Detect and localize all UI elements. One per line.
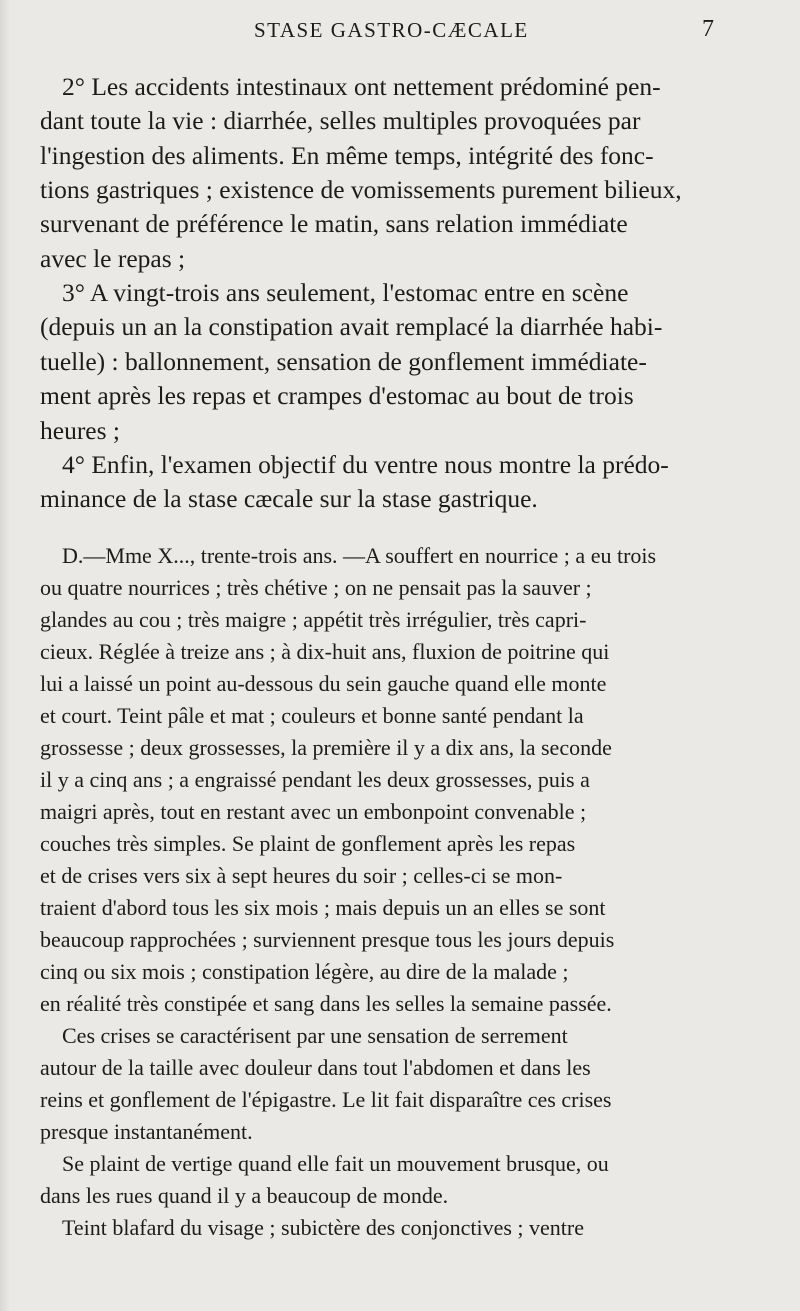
text-line: presque instantanément. xyxy=(40,1119,253,1144)
text-line: survenant de préférence le matin, sans relation immédiate xyxy=(40,209,628,238)
text-line: 4° Enfin, l'examen objectif du ventre nous montre la prédo- xyxy=(62,450,669,479)
running-title: STASE GASTRO-CÆCALE xyxy=(254,18,529,42)
text-line: l'ingestion des aliments. En même temps, intégrité des fonc- xyxy=(40,141,654,170)
text-line: autour de la taille avec douleur dans tout l'abdomen et dans les xyxy=(40,1055,591,1080)
text-line: ou quatre nourrices ; très chétive ; on ne pensait pas la sauver ; xyxy=(40,575,592,600)
text-line: grossesse ; deux grossesses, la première il y a dix ans, la seconde xyxy=(40,735,612,760)
text-line: glandes au cou ; très maigre ; appétit très irrégulier, très capri- xyxy=(40,607,587,632)
text-line: traient d'abord tous les six mois ; mais depuis un an elles se sont xyxy=(40,895,606,920)
text-line: lui a laissé un point au-dessous du sein gauche quand elle monte xyxy=(40,671,607,696)
text-line: en réalité très constipée et sang dans les selles la semaine passée. xyxy=(40,991,612,1016)
page-edge-shadow xyxy=(0,0,10,1311)
text-line: et court. Teint pâle et mat ; couleurs et bonne santé pendant la xyxy=(40,703,584,728)
text-line: minance de la stase cæcale sur la stase gastrique. xyxy=(40,484,538,513)
text-line: il y a cinq ans ; a engraissé pendant les deux grossesses, puis a xyxy=(40,767,590,792)
page-number: 7 xyxy=(702,16,714,42)
text-line: Ces crises se caractérisent par une sensation de serrement xyxy=(62,1023,568,1048)
text-line: 3° A vingt-trois ans seulement, l'estomac entre en scène xyxy=(62,278,629,307)
text-line: tions gastriques ; existence de vomissements purement bilieux, xyxy=(40,175,682,204)
running-head xyxy=(0,10,800,50)
text-line: D.—Mme X..., trente-trois ans. —A souffert en nourrice ; a eu trois xyxy=(62,543,657,568)
text-line: maigri après, tout en restant avec un embonpoint convenable ; xyxy=(40,799,587,824)
text-line: 2° Les accidents intestinaux ont nettement prédominé pen- xyxy=(62,72,661,101)
text-line: Se plaint de vertige quand elle fait un mouvement brusque, ou xyxy=(62,1151,609,1176)
text-line: Teint blafard du visage ; subictère des conjonctives ; ventre xyxy=(62,1215,585,1240)
text-line: dant toute la vie : diarrhée, selles multiples provoquées par xyxy=(40,106,641,135)
text-line: (depuis un an la constipation avait remplacé la diarrhée habi- xyxy=(40,312,663,341)
text-line: reins et gonflement de l'épigastre. Le lit fait disparaître ces crises xyxy=(40,1087,612,1112)
text-line: ment après les repas et crampes d'estomac au bout de trois xyxy=(40,381,634,410)
text-line: heures ; xyxy=(40,416,121,445)
text-line: et de crises vers six à sept heures du soir ; celles-ci se mon- xyxy=(40,863,563,888)
text-line: tuelle) : ballonnement, sensation de gonflement immédiate- xyxy=(40,347,647,376)
text-line: couches très simples. Se plaint de gonflement après les repas xyxy=(40,831,576,856)
text-line: beaucoup rapprochées ; surviennent presque tous les jours depuis xyxy=(40,927,615,952)
text-line: cinq ou six mois ; constipation légère, au dire de la malade ; xyxy=(40,959,569,984)
text-line: dans les rues quand il y a beaucoup de monde. xyxy=(40,1183,449,1208)
text-line: avec le repas ; xyxy=(40,244,186,273)
text-line: cieux. Réglée à treize ans ; à dix-huit ans, fluxion de poitrine qui xyxy=(40,639,610,664)
